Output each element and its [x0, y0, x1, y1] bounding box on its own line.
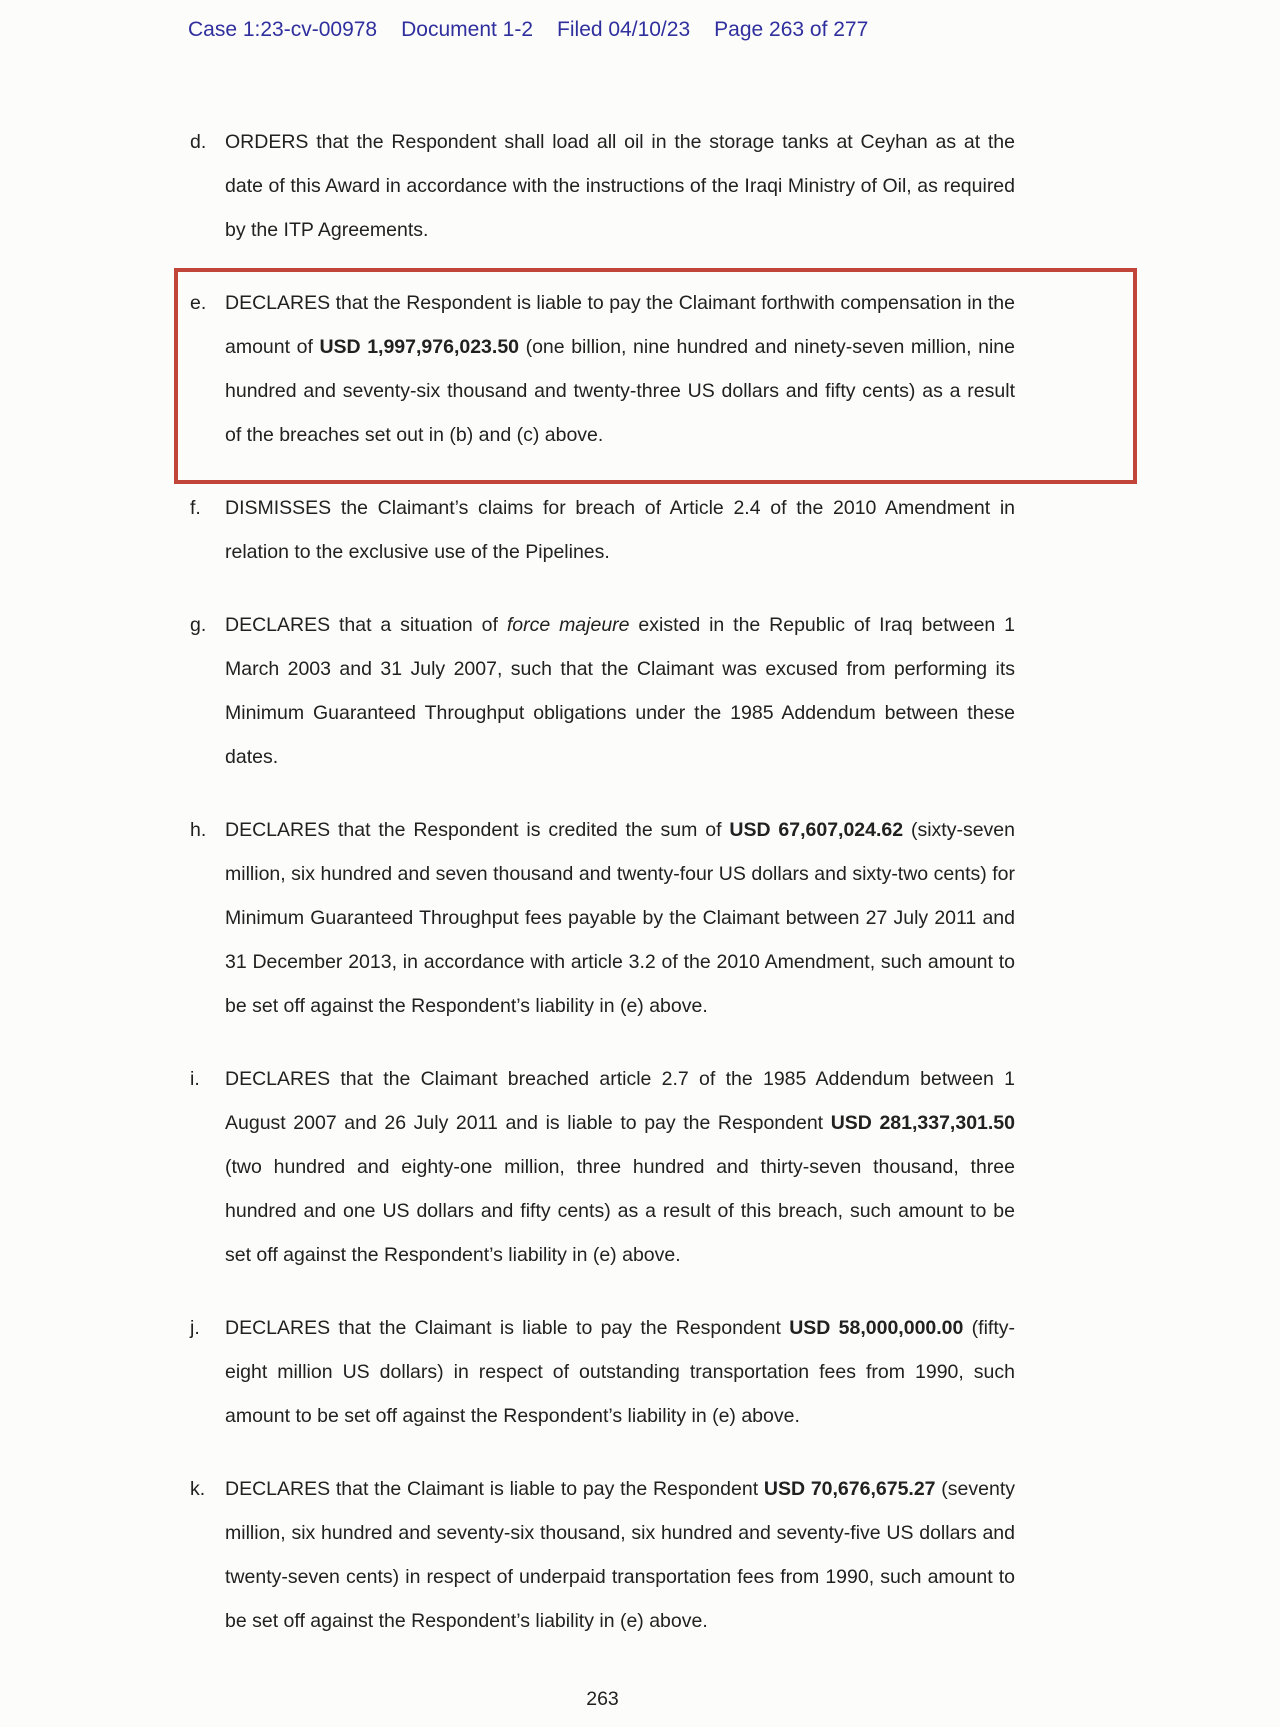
paragraph-f — [190, 486, 1015, 574]
paragraph-label: k. — [190, 1478, 206, 1500]
paragraph-label: j. — [190, 1317, 200, 1339]
paragraph-h — [190, 808, 1015, 1028]
paragraph-text: DECLARES that the Claimant breached article 2.7 of the 1985 Addendum between 1 August 2007 and 26 July 2011 and is liable to pay the Respondent USD 281,337,301.50 (two hundred and eighty-one million, three hundred and thirty-seven thousand, three hundred and one US dollars and fifty cents) as a result of this breach, such amount to be set off against the Respondent’s liability in (e) above. — [225, 1068, 1015, 1266]
paragraph-list — [190, 120, 1015, 1672]
paragraph-text: ORDERS that the Respondent shall load all oil in the storage tanks at Ceyhan as at the date of this Award in accordance with the instructions of the Iraqi Ministry of Oil, as required by the ITP Agreements. — [225, 131, 1015, 241]
paragraph-text: DECLARES that the Claimant is liable to pay the Respondent USD 58,000,000.00 (fifty-eight million US dollars) in respect of outstanding transportation fees from 1990, such amount to be set off against the Respondent’s liability in (e) above. — [225, 1317, 1015, 1427]
paragraph-label: h. — [190, 819, 207, 841]
document-number: Document 1-2 — [401, 18, 534, 41]
paragraph-label: i. — [190, 1068, 200, 1090]
paragraph-label: d. — [190, 131, 207, 153]
paragraph-d — [190, 120, 1015, 252]
paragraph-k — [190, 1467, 1015, 1643]
paragraph-label: e. — [190, 292, 207, 314]
paragraph-g — [190, 603, 1015, 779]
paragraph-e — [190, 281, 1015, 457]
filed-date: Filed 04/10/23 — [557, 18, 691, 41]
paragraph-i — [190, 1057, 1015, 1277]
paragraph-label: f. — [190, 497, 201, 519]
paragraph-text: DECLARES that a situation of force majeure existed in the Republic of Iraq between 1 March 2003 and 31 July 2007, such that the Claimant was excused from performing its Minimum Guaranteed Throughput obligations under the 1985 Addendum between these dates. — [225, 614, 1016, 768]
paragraph-label: g. — [190, 614, 207, 636]
paragraph-text: DECLARES that the Respondent is credited the sum of USD 67,607,024.62 (sixty-seven million, six hundred and seven thousand and twenty-four US dollars and sixty-two cents) for Minimum Guaranteed Throughput fees payable by the Claimant between 27 July 2011 and 31 December 2013, in accordance with article 3.2 of the 2010 Amendment, such amount to be set off against the Respondent’s liability in (e) above. — [225, 819, 1015, 1017]
page-indicator: Page 263 of 277 — [714, 18, 869, 41]
paragraph-text: DECLARES that the Claimant is liable to pay the Respondent USD 70,676,675.27 (seventy million, six hundred and seventy-six thousand, six hundred and seventy-five US dollars and twenty-seven cents) in respect of underpaid transportation fees from 1990, such amount to be set off against the Respondent’s liability in (e) above. — [225, 1478, 1015, 1632]
paragraph-text: DECLARES that the Respondent is liable to pay the Claimant forthwith compensation in the amount of USD 1,997,976,023.50 (one billion, nine hundred and ninety-seven million, nine hundred and seventy-six thousand and twenty-three US dollars and fifty cents) as a result of the breaches set out in (b) and (c) above. — [225, 292, 1015, 446]
case-number: Case 1:23-cv-00978 — [188, 18, 378, 41]
paragraph-j — [190, 1306, 1015, 1438]
paragraph-text: DISMISSES the Claimant’s claims for breach of Article 2.4 of the 2010 Amendment in relation to the exclusive use of the Pipelines. — [225, 497, 1015, 563]
page-number: 263 — [586, 1688, 619, 1710]
case-header — [188, 18, 868, 42]
